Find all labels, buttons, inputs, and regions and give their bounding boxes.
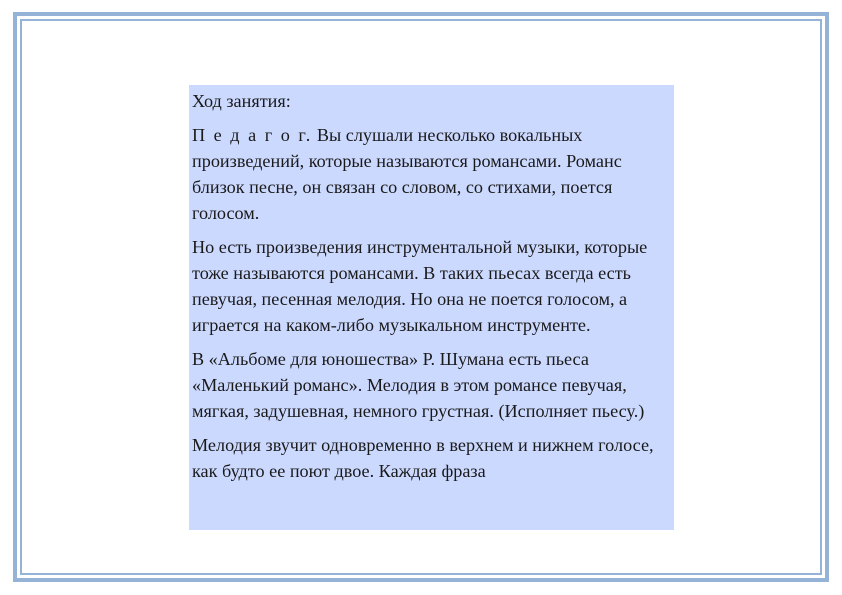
lesson-heading: Ход занятия: bbox=[192, 91, 291, 111]
lesson-text-box bbox=[189, 85, 674, 530]
paragraph-teacher bbox=[192, 122, 672, 226]
paragraph-schumann: В «Альбоме для юношества» Р. Шумана есть пьеса «Маленький романс». Мелодия в этом романсе певучая, мягкая, задушевная, немного грустная. (Исполняет пьесу.) bbox=[192, 349, 645, 421]
paragraph-instrumental: Но есть произведения инструментальной музыки, которые тоже называются романсами. В таких пьесах всегда есть певучая, песенная мелодия. Но она не поется голосом, а играется на каком-либо музыкальном инструменте. bbox=[192, 237, 648, 335]
paragraph-text: Вы слушали несколько вокальных произведений, которые называются романсами. Романс близок песне, он связан со словом, со стихами, поется голосом. bbox=[192, 125, 622, 223]
paragraph-melody: Мелодия звучит одновременно в верхнем и нижнем голосе, как будто ее поют двое. Каждая фраза bbox=[192, 435, 654, 481]
speaker-label: П е д а г о г. bbox=[192, 125, 313, 145]
